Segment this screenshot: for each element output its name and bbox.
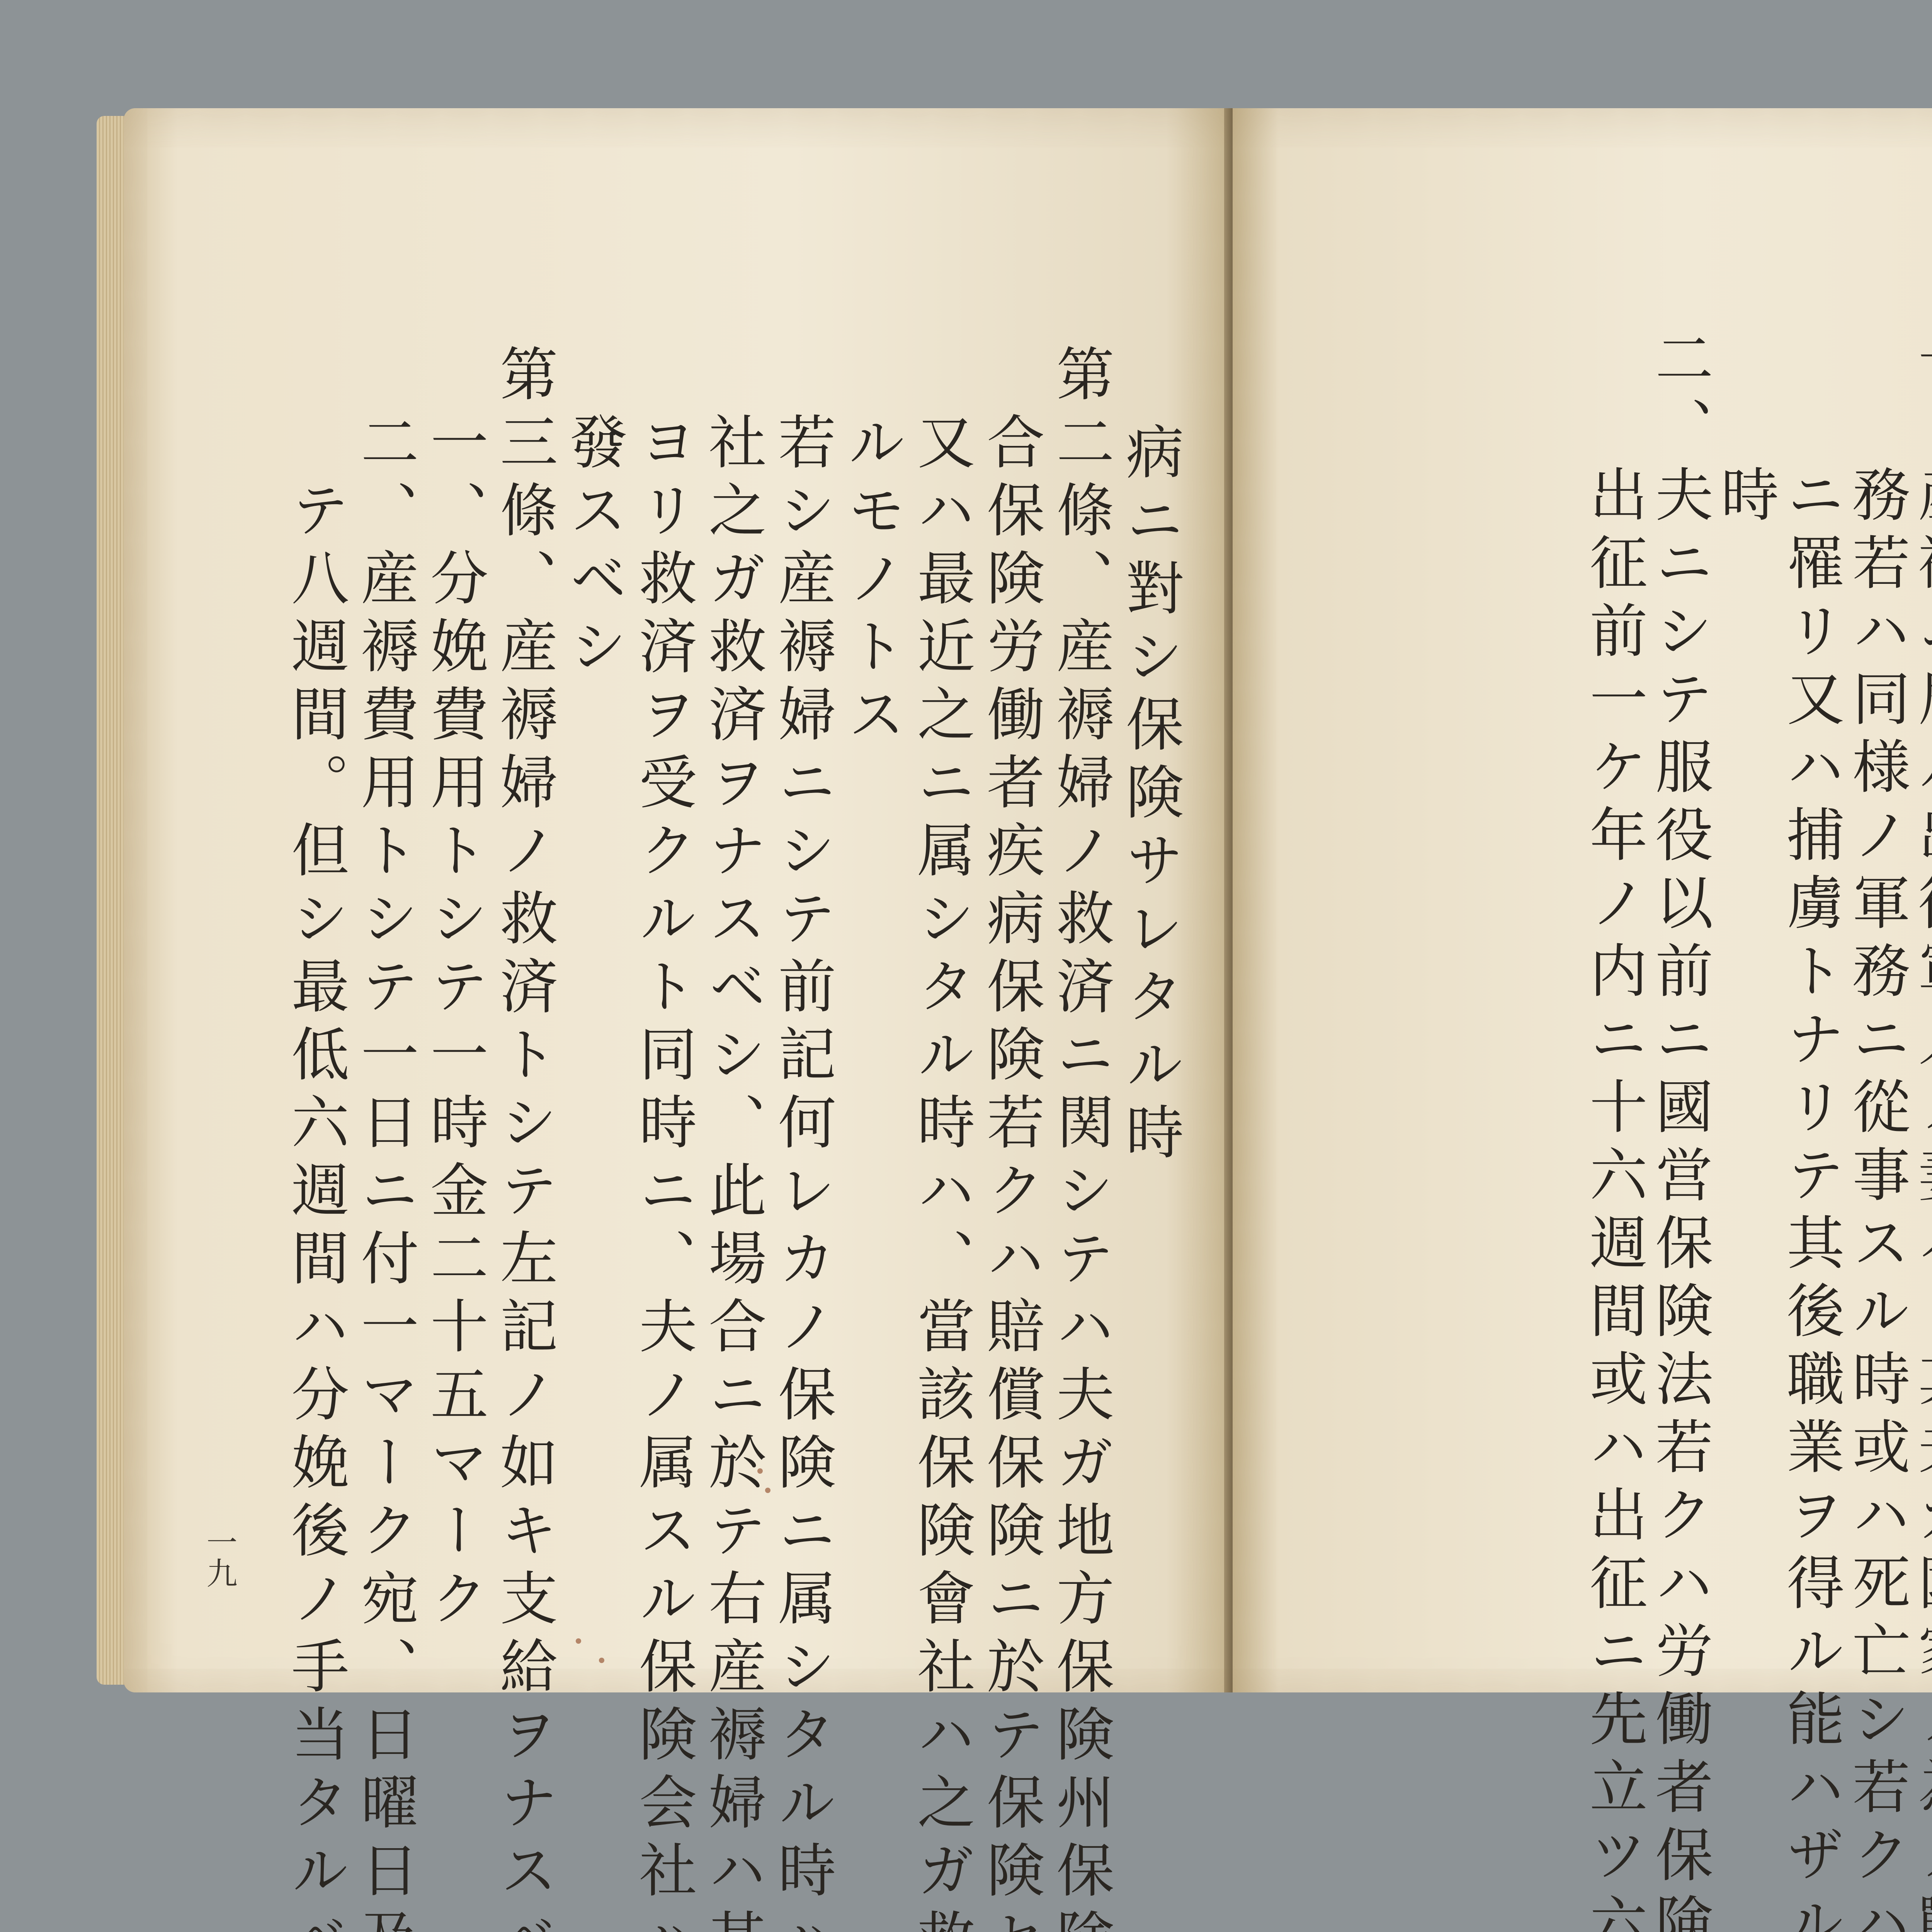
text-column: ルモノトス bbox=[842, 344, 900, 752]
text-column: 出征前一ケ年ノ内ニ十六週間或ハ出征ニ先立ツ六週間内ニ疾 bbox=[1584, 328, 1642, 1932]
text-column: 若シ産褥婦ニシテ前記何レカノ保険ニ属シタル時ハ、該保険会 bbox=[773, 344, 831, 1932]
text-column: 社之ガ救済ヲナスベシ、此場合ニ於テ右産褥婦ハ其属スル会社 bbox=[703, 344, 761, 1932]
text-column: 第三條、産褥婦ノ救済トシテ左記ノ如キ支給ヲナスベシ、 bbox=[495, 344, 553, 1932]
text-column: 時 bbox=[1716, 328, 1774, 532]
text-column: 二、産褥費用トシテ一日ニ付一マーク宛、日曜日及祭日ヲ含メ bbox=[355, 344, 413, 1932]
text-column: 務若ハ同様ノ軍務ニ從事スル時或ハ死亡シ若クハ負傷シ疾病 bbox=[1847, 328, 1905, 1932]
text-column: 一、産褥ニ居ル出征軍人ノ妻ハ、其夫ガ國家ノ為ノ戰爭衛生勤 bbox=[1913, 328, 1932, 1932]
text-column: 病ニ對シ保険サレタル時 bbox=[1121, 286, 1179, 1170]
text-column: 合保険労働者疾病保険若クハ賠償保険ニ於テ保険セラレタル時 bbox=[981, 344, 1039, 1932]
page-number: 一九 bbox=[197, 1526, 242, 1588]
text-column: 又ハ最近之ニ属シタル時ハ、當該保険會社ハ之ガ救済ノ任ニ当 bbox=[912, 344, 970, 1932]
text-column: テ八週間。但シ最低六週間ハ分娩後ノ手当タルベキモノトス bbox=[286, 344, 344, 1932]
text-column: 一、分娩費用トシテ一時金二十五マーク bbox=[425, 344, 483, 1636]
text-column: 發スベシ bbox=[564, 344, 622, 684]
text-column: ヨリ救済ヲ受クルト同時ニ、夫ノ属スル保険会社ハ右ノ通知ヲ bbox=[634, 344, 692, 1932]
text-column: ニ罹リ又ハ捕虜トナリテ其後職業ヲ得ル能ハザルニ至リタル bbox=[1781, 328, 1839, 1932]
text-column: 二、夫ニシテ服役以前ニ國営保険法若クハ労働者保険法ニ基キ bbox=[1650, 328, 1708, 1932]
text-column: 第二條、産褥婦ノ救済ニ関シテハ夫ガ地方保険州保険職業保険組 bbox=[1051, 344, 1109, 1932]
